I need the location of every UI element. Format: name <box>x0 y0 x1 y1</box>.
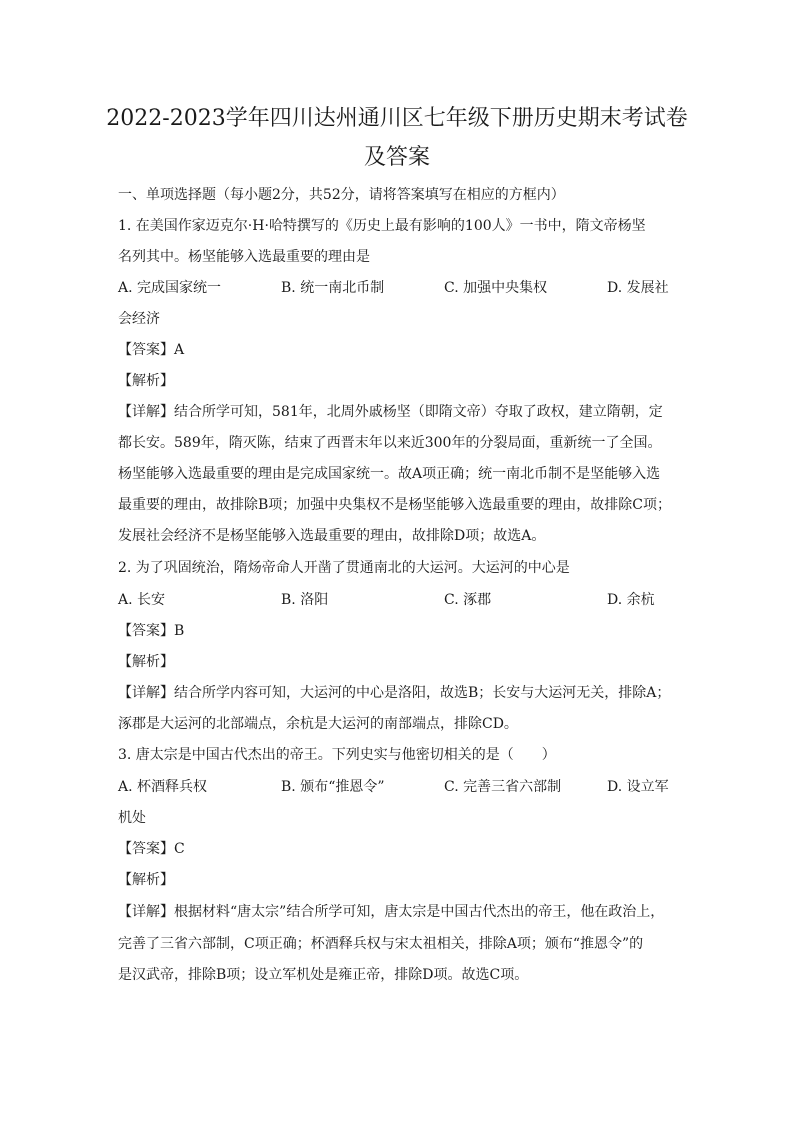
q2-answer: 【答案】B <box>118 623 185 639</box>
q3-answer: 【答案】C <box>118 841 185 857</box>
q1-detail-line-3: 杨坚能够入选最重要的理由是完成国家统一。故A项正确；统一南北币制不是坚能够入选 <box>118 466 661 482</box>
q2-options <box>118 590 678 610</box>
q1-option-d-continued: 会经济 <box>118 311 160 327</box>
q3-options <box>118 777 678 797</box>
q1-stem-line-2: 名列其中。杨坚能够入选最重要的理由是 <box>118 249 370 265</box>
q2-option-b: B. 洛阳 <box>281 592 329 608</box>
q2-option-c: C. 涿郡 <box>444 592 492 608</box>
q1-option-b: B. 统一南北币制 <box>281 280 385 296</box>
q1-option-d: D. 发展社 <box>607 280 669 296</box>
q2-detail-line-2: 涿郡是大运河的北部端点，余杭是大运河的南部端点，排除CD。 <box>118 716 518 732</box>
q3-option-b: B. 颁布“推恩令” <box>281 779 385 795</box>
q3-detail-line-3: 是汉武帝，排除B项；设立军机处是雍正帝，排除D项。故选C项。 <box>118 967 529 983</box>
q3-option-d: D. 设立军 <box>607 779 669 795</box>
q3-option-a: A. 杯酒释兵权 <box>118 779 208 795</box>
q2-detail-line-1: 【详解】结合所学内容可知，大运河的中心是洛阳，故选B；长安与大运河无关，排除A； <box>118 685 671 701</box>
q3-detail-line-1: 【详解】根据材料“唐太宗”结合所学可知，唐太宗是中国古代杰出的帝王，他在政治上， <box>118 904 665 920</box>
q2-option-d: D. 余杭 <box>607 592 655 608</box>
q1-stem-line-1: 1. 在美国作家迈克尔·H·哈特撰写的《历史上最有影响的100人》一书中，隋文帝杨坚 <box>118 218 646 234</box>
q3-option-c: C. 完善三省六部制 <box>444 779 562 795</box>
q1-answer: 【答案】A <box>118 342 185 358</box>
document-title-line-1: 2022-2023学年四川达州通川区七年级下册历史期末考试卷 <box>106 106 688 131</box>
q2-analysis-label: 【解析】 <box>118 654 174 670</box>
q1-option-a: A. 完成国家统一 <box>118 280 222 296</box>
q2-stem: 2. 为了巩固统治，隋炀帝命人开凿了贯通南北的大运河。大运河的中心是 <box>118 560 570 576</box>
q1-detail-line-5: 发展社会经济不是杨坚能够入选最重要的理由，故排除D项；故选A。 <box>118 528 546 544</box>
section-heading: 一、单项选择题（每小题2分，共52分，请将答案填写在相应的方框内） <box>118 187 565 203</box>
q1-detail-line-2: 都长安。589年，隋灭陈，结束了西晋末年以来近300年的分裂局面，重新统一了全国。 <box>118 435 662 451</box>
q3-analysis-label: 【解析】 <box>118 872 174 888</box>
q1-options <box>118 278 678 298</box>
q1-option-c: C. 加强中央集权 <box>444 280 548 296</box>
q3-option-d-continued: 机处 <box>118 810 146 826</box>
q1-detail-line-4: 最重要的理由，故排除B项；加强中央集权不是杨坚能够入选最重要的理由，故排除C项； <box>118 497 671 513</box>
q1-analysis-label: 【解析】 <box>118 373 174 389</box>
q3-stem: 3. 唐太宗是中国古代杰出的帝王。下列史实与他密切相关的是（ ） <box>118 747 556 763</box>
document-title-line-2: 及答案 <box>363 145 430 170</box>
q2-option-a: A. 长安 <box>118 592 166 608</box>
q3-detail-line-2: 完善了三省六部制，C项正确；杯酒释兵权与宋太祖相关，排除A项；颁布“推恩令”的 <box>118 936 644 952</box>
q1-detail-line-1: 【详解】结合所学可知，581年，北周外戚杨坚（即隋文帝）夺取了政权，建立隋朝，定 <box>118 404 663 420</box>
